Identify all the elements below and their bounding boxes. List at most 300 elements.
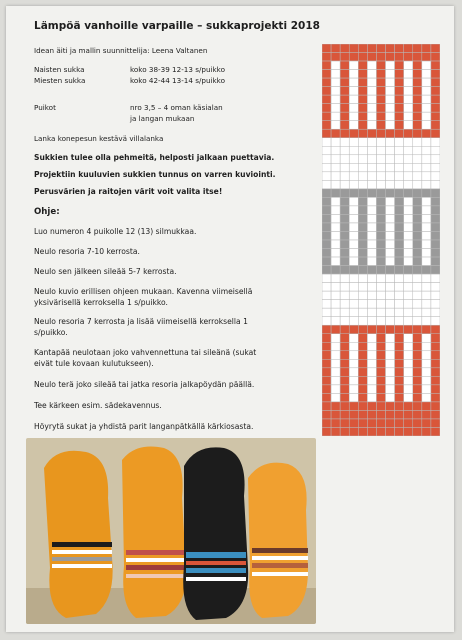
chart-cell xyxy=(349,291,358,300)
chart-cell xyxy=(358,342,367,351)
chart-cell xyxy=(358,291,367,300)
chart-cell xyxy=(331,95,340,104)
chart-cell xyxy=(331,266,340,275)
chart-cell xyxy=(395,402,404,411)
chart-cell xyxy=(376,95,385,104)
chart-cell xyxy=(413,249,422,258)
chart-cell xyxy=(340,283,349,292)
chart-cell xyxy=(358,180,367,189)
chart-cell xyxy=(367,163,376,172)
chart-cell xyxy=(367,334,376,343)
chart-cell xyxy=(422,410,431,419)
chart-cell xyxy=(386,317,395,326)
chart-cell xyxy=(395,146,404,155)
chart-cell xyxy=(349,274,358,283)
chart-cell xyxy=(331,129,340,138)
needles-label: Puikot xyxy=(34,103,56,112)
chart-cell xyxy=(322,231,331,240)
chart-cell xyxy=(386,70,395,79)
knitting-pattern-chart xyxy=(322,44,440,436)
chart-cell xyxy=(322,317,331,326)
chart-cell xyxy=(340,214,349,223)
chart-cell xyxy=(413,317,422,326)
chart-cell xyxy=(395,104,404,113)
step-4-line1: Neulo kuvio erillisen ohjeen mukaan. Kavenna viimeisellä xyxy=(34,287,253,296)
chart-cell xyxy=(431,325,440,334)
chart-cell xyxy=(358,257,367,266)
chart-cell xyxy=(386,87,395,96)
chart-cell xyxy=(322,368,331,377)
chart-cell xyxy=(322,385,331,394)
chart-cell xyxy=(404,138,413,147)
chart-cell xyxy=(349,104,358,113)
chart-cell xyxy=(340,359,349,368)
chart-cell xyxy=(422,53,431,62)
chart-cell xyxy=(349,376,358,385)
chart-cell xyxy=(340,300,349,309)
chart-cell xyxy=(376,266,385,275)
chart-cell xyxy=(376,351,385,360)
chart-cell xyxy=(349,138,358,147)
chart-cell xyxy=(413,146,422,155)
chart-cell xyxy=(367,427,376,436)
chart-cell xyxy=(376,240,385,249)
chart-cell xyxy=(358,274,367,283)
chart-cell xyxy=(386,172,395,181)
chart-cell xyxy=(422,385,431,394)
chart-cell xyxy=(413,385,422,394)
chart-cell xyxy=(386,300,395,309)
step-5-line2: s/puikko. xyxy=(34,328,68,337)
chart-cell xyxy=(322,359,331,368)
chart-cell xyxy=(340,402,349,411)
chart-cell xyxy=(422,359,431,368)
chart-cell xyxy=(404,197,413,206)
chart-cell xyxy=(386,402,395,411)
chart-cell xyxy=(367,317,376,326)
chart-cell xyxy=(331,385,340,394)
step-7: Neulo terä joko sileää tai jatka resoria jalkapöydän päällä. xyxy=(34,380,255,389)
chart-cell xyxy=(386,146,395,155)
chart-cell xyxy=(358,317,367,326)
chart-cell xyxy=(331,146,340,155)
chart-cell xyxy=(413,274,422,283)
chart-cell xyxy=(431,155,440,164)
chart-cell xyxy=(349,419,358,428)
chart-cell xyxy=(349,44,358,53)
chart-cell xyxy=(413,87,422,96)
chart-cell xyxy=(322,53,331,62)
chart-cell xyxy=(322,393,331,402)
chart-cell xyxy=(386,342,395,351)
chart-cell xyxy=(340,206,349,215)
chart-cell xyxy=(422,240,431,249)
size-label-men: Miesten sukka xyxy=(34,76,86,85)
chart-cell xyxy=(395,70,404,79)
chart-cell xyxy=(431,351,440,360)
chart-cell xyxy=(340,376,349,385)
chart-cell xyxy=(386,112,395,121)
chart-cell xyxy=(322,402,331,411)
chart-cell xyxy=(404,180,413,189)
chart-cell xyxy=(322,87,331,96)
chart-cell xyxy=(358,351,367,360)
chart-cell xyxy=(413,155,422,164)
chart-cell xyxy=(413,121,422,130)
chart-cell xyxy=(431,87,440,96)
chart-cell xyxy=(358,385,367,394)
chart-cell xyxy=(331,163,340,172)
chart-cell xyxy=(340,189,349,198)
chart-cell xyxy=(422,419,431,428)
chart-cell xyxy=(422,393,431,402)
chart-cell xyxy=(358,104,367,113)
chart-cell xyxy=(340,291,349,300)
chart-cell xyxy=(331,300,340,309)
chart-cell xyxy=(386,138,395,147)
chart-cell xyxy=(395,385,404,394)
chart-cell xyxy=(404,317,413,326)
chart-cell xyxy=(358,197,367,206)
chart-cell xyxy=(431,214,440,223)
chart-cell xyxy=(376,146,385,155)
chart-cell xyxy=(367,300,376,309)
chart-cell xyxy=(349,283,358,292)
chart-cell xyxy=(431,291,440,300)
chart-cell xyxy=(431,308,440,317)
chart-cell xyxy=(367,206,376,215)
chart-cell xyxy=(376,44,385,53)
chart-cell xyxy=(376,172,385,181)
chart-cell xyxy=(413,180,422,189)
chart-cell xyxy=(322,129,331,138)
chart-cell xyxy=(358,78,367,87)
chart-cell xyxy=(431,206,440,215)
chart-cell xyxy=(322,274,331,283)
chart-cell xyxy=(331,325,340,334)
chart-cell xyxy=(358,138,367,147)
chart-cell xyxy=(395,266,404,275)
chart-cell xyxy=(376,223,385,232)
chart-cell xyxy=(431,385,440,394)
chart-cell xyxy=(331,342,340,351)
chart-cell xyxy=(367,376,376,385)
chart-cell xyxy=(431,240,440,249)
chart-cell xyxy=(376,78,385,87)
chart-cell xyxy=(349,249,358,258)
chart-cell xyxy=(367,240,376,249)
chart-cell xyxy=(358,231,367,240)
chart-cell xyxy=(404,300,413,309)
chart-cell xyxy=(340,112,349,121)
chart-cell xyxy=(340,419,349,428)
chart-cell xyxy=(431,368,440,377)
chart-cell xyxy=(340,410,349,419)
chart-cell xyxy=(422,189,431,198)
chart-cell xyxy=(395,291,404,300)
chart-cell xyxy=(431,121,440,130)
chart-cell xyxy=(358,359,367,368)
chart-cell xyxy=(413,376,422,385)
chart-cell xyxy=(404,78,413,87)
chart-cell xyxy=(386,393,395,402)
chart-cell xyxy=(413,427,422,436)
chart-cell xyxy=(404,95,413,104)
chart-cell xyxy=(413,189,422,198)
chart-cell xyxy=(431,112,440,121)
needles-value-line2: ja langan mukaan xyxy=(130,114,195,123)
chart-cell xyxy=(340,368,349,377)
chart-cell xyxy=(413,231,422,240)
chart-cell xyxy=(395,172,404,181)
chart-cell xyxy=(322,44,331,53)
step-9: Höyrytä sukat ja yhdistä parit langanpätkällä kärkiosasta. xyxy=(34,422,254,431)
chart-cell xyxy=(322,308,331,317)
chart-cell xyxy=(386,308,395,317)
chart-cell xyxy=(404,368,413,377)
chart-cell xyxy=(376,308,385,317)
chart-cell xyxy=(376,274,385,283)
chart-cell xyxy=(422,95,431,104)
chart-cell xyxy=(376,291,385,300)
chart-cell xyxy=(431,104,440,113)
chart-cell xyxy=(422,223,431,232)
chart-cell xyxy=(340,393,349,402)
chart-cell xyxy=(431,257,440,266)
chart-cell xyxy=(404,70,413,79)
chart-cell xyxy=(422,138,431,147)
chart-cell xyxy=(340,223,349,232)
chart-cell xyxy=(376,402,385,411)
chart-cell xyxy=(413,368,422,377)
chart-cell xyxy=(367,78,376,87)
chart-cell xyxy=(322,419,331,428)
chart-cell xyxy=(386,249,395,258)
chart-cell xyxy=(331,180,340,189)
chart-cell xyxy=(376,257,385,266)
chart-cell xyxy=(367,308,376,317)
chart-cell xyxy=(431,410,440,419)
chart-cell xyxy=(413,351,422,360)
chart-cell xyxy=(331,155,340,164)
chart-cell xyxy=(349,87,358,96)
chart-cell xyxy=(413,402,422,411)
chart-cell xyxy=(376,249,385,258)
chart-cell xyxy=(422,334,431,343)
chart-cell xyxy=(422,368,431,377)
chart-cell xyxy=(331,223,340,232)
chart-cell xyxy=(431,283,440,292)
chart-cell xyxy=(376,138,385,147)
chart-cell xyxy=(404,121,413,130)
chart-cell xyxy=(367,266,376,275)
chart-cell xyxy=(331,427,340,436)
chart-cell xyxy=(386,44,395,53)
chart-cell xyxy=(422,266,431,275)
chart-cell xyxy=(413,129,422,138)
chart-cell xyxy=(367,402,376,411)
chart-cell xyxy=(331,308,340,317)
chart-cell xyxy=(349,112,358,121)
chart-cell xyxy=(376,342,385,351)
chart-cell xyxy=(358,266,367,275)
chart-cell xyxy=(358,214,367,223)
chart-cell xyxy=(395,163,404,172)
chart-cell xyxy=(395,342,404,351)
chart-cell xyxy=(386,257,395,266)
chart-cell xyxy=(349,266,358,275)
chart-cell xyxy=(349,121,358,130)
chart-cell xyxy=(340,317,349,326)
chart-cell xyxy=(395,87,404,96)
chart-cell xyxy=(404,53,413,62)
chart-cell xyxy=(386,359,395,368)
chart-cell xyxy=(422,300,431,309)
chart-cell xyxy=(404,257,413,266)
chart-cell xyxy=(358,53,367,62)
chart-cell xyxy=(349,300,358,309)
chart-cell xyxy=(367,214,376,223)
chart-cell xyxy=(322,189,331,198)
chart-cell xyxy=(349,146,358,155)
chart-cell xyxy=(376,70,385,79)
note-colors: Perusvärien ja raitojen värit voit valita itse! xyxy=(34,187,223,196)
chart-cell xyxy=(431,53,440,62)
chart-cell xyxy=(386,283,395,292)
chart-cell xyxy=(331,206,340,215)
chart-cell xyxy=(349,61,358,70)
chart-cell xyxy=(431,334,440,343)
chart-cell xyxy=(395,393,404,402)
chart-cell xyxy=(386,163,395,172)
chart-cell xyxy=(322,257,331,266)
chart-cell xyxy=(431,393,440,402)
chart-cell xyxy=(376,104,385,113)
chart-cell xyxy=(322,146,331,155)
sock-orange-1 xyxy=(44,451,113,618)
chart-cell xyxy=(322,249,331,258)
chart-cell xyxy=(404,410,413,419)
chart-cell xyxy=(349,393,358,402)
chart-cell xyxy=(376,189,385,198)
chart-cell xyxy=(322,70,331,79)
chart-cell xyxy=(367,129,376,138)
chart-cell xyxy=(395,410,404,419)
chart-cell xyxy=(413,163,422,172)
chart-cell xyxy=(422,121,431,130)
chart-cell xyxy=(376,121,385,130)
chart-cell xyxy=(413,61,422,70)
chart-cell xyxy=(422,155,431,164)
step-2: Neulo resoria 7-10 kerrosta. xyxy=(34,247,140,256)
chart-cell xyxy=(367,385,376,394)
chart-cell xyxy=(422,172,431,181)
chart-cell xyxy=(340,266,349,275)
chart-cell xyxy=(358,368,367,377)
chart-cell xyxy=(395,249,404,258)
chart-cell xyxy=(413,70,422,79)
chart-cell xyxy=(431,266,440,275)
chart-cell xyxy=(404,189,413,198)
chart-cell xyxy=(395,427,404,436)
chart-cell xyxy=(422,283,431,292)
chart-cell xyxy=(404,172,413,181)
chart-cell xyxy=(367,104,376,113)
chart-cell xyxy=(422,163,431,172)
chart-cell xyxy=(404,283,413,292)
chart-cell xyxy=(413,95,422,104)
chart-cell xyxy=(413,53,422,62)
step-6-line1: Kantapää neulotaan joko vahvennettuna tai sileänä (sukat xyxy=(34,348,257,357)
chart-cell xyxy=(340,308,349,317)
chart-cell xyxy=(322,172,331,181)
chart-cell xyxy=(331,104,340,113)
chart-cell xyxy=(349,180,358,189)
chart-cell xyxy=(358,427,367,436)
chart-cell xyxy=(386,385,395,394)
chart-cell xyxy=(349,308,358,317)
chart-cell xyxy=(395,308,404,317)
chart-cell xyxy=(422,317,431,326)
chart-cell xyxy=(404,385,413,394)
size-label-women: Naisten sukka xyxy=(34,65,85,74)
chart-cell xyxy=(413,172,422,181)
chart-cell xyxy=(367,155,376,164)
chart-cell xyxy=(322,155,331,164)
chart-cell xyxy=(331,410,340,419)
chart-cell xyxy=(395,351,404,360)
chart-cell xyxy=(358,410,367,419)
chart-cell xyxy=(322,342,331,351)
chart-cell xyxy=(431,317,440,326)
chart-cell xyxy=(422,308,431,317)
chart-cell xyxy=(340,385,349,394)
chart-cell xyxy=(358,402,367,411)
chart-cell xyxy=(349,163,358,172)
chart-cell xyxy=(376,427,385,436)
chart-cell xyxy=(431,78,440,87)
chart-cell xyxy=(367,112,376,121)
chart-cell xyxy=(367,283,376,292)
chart-cell xyxy=(431,163,440,172)
chart-cell xyxy=(349,342,358,351)
chart-cell xyxy=(431,197,440,206)
chart-cell xyxy=(404,419,413,428)
chart-cell xyxy=(358,376,367,385)
chart-cell xyxy=(349,197,358,206)
chart-cell xyxy=(422,231,431,240)
chart-cell xyxy=(367,87,376,96)
chart-cell xyxy=(413,44,422,53)
chart-cell xyxy=(413,419,422,428)
chart-cell xyxy=(331,61,340,70)
chart-cell xyxy=(367,410,376,419)
chart-cell xyxy=(349,402,358,411)
chart-cell xyxy=(395,61,404,70)
chart-cell xyxy=(376,112,385,121)
chart-cell xyxy=(386,129,395,138)
chart-cell xyxy=(340,155,349,164)
chart-cell xyxy=(340,129,349,138)
chart-cell xyxy=(413,223,422,232)
chart-cell xyxy=(404,334,413,343)
chart-cell xyxy=(404,402,413,411)
chart-cell xyxy=(422,427,431,436)
chart-cell xyxy=(340,342,349,351)
chart-cell xyxy=(358,240,367,249)
chart-cell xyxy=(431,359,440,368)
chart-cell xyxy=(340,231,349,240)
